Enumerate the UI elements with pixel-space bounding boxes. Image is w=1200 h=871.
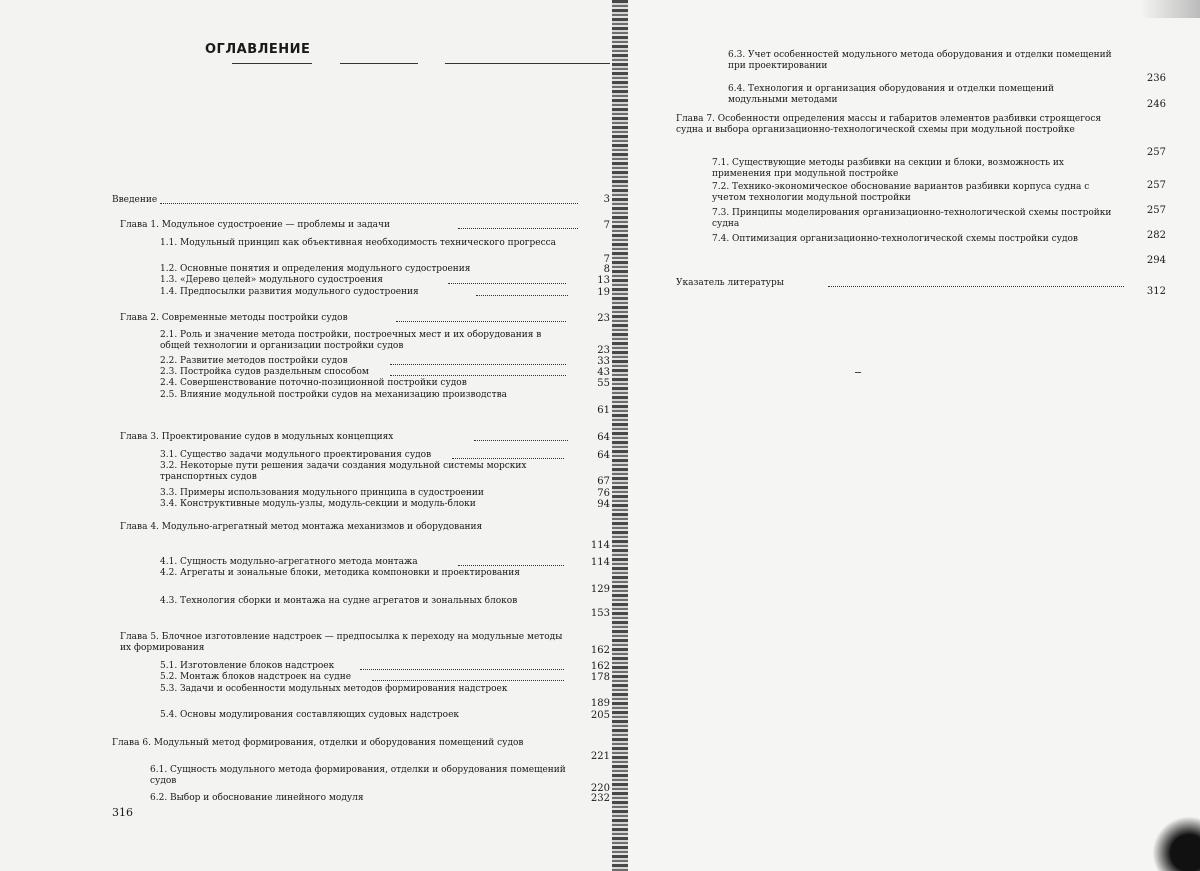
toc-entry-text: Глава 5. Блочное изготовление надстроек — предпосылка к переходу на модульные методы их формирования: [120, 632, 563, 653]
dot-leader: [390, 364, 566, 365]
toc-page-number: 205: [590, 710, 610, 721]
toc-entry-text: 5.1. Изготовление блоков надстроек: [160, 661, 335, 671]
toc-page-number: 221: [590, 751, 610, 762]
page-title: ОГЛАВЛЕНИЕ: [205, 42, 311, 57]
toc-entry-text: 5.3. Задачи и особенности модульных методов формирования надстроек: [160, 684, 508, 694]
toc-page-number: 114: [590, 557, 610, 568]
toc-entry-text: 5.2. Монтаж блоков надстроек на судне: [160, 672, 352, 682]
toc-entry-text: 2.3. Постройка судов раздельным способом: [160, 367, 369, 377]
toc-page-number: 114: [590, 540, 610, 551]
toc-entry-text: 4.1. Сущность модульно-агрегатного метода монтажа: [160, 557, 418, 567]
toc-entry-text: 5.4. Основы модулирования составляющих судовых надстроек: [160, 710, 460, 720]
toc-entry-text: 6.3. Учет особенностей модульного метода оборудования и отделки помещений при проектировании: [728, 50, 1112, 71]
toc-entry-text: Введение: [112, 195, 158, 205]
dot-leader: [396, 321, 566, 322]
toc-page-number: 19: [597, 287, 610, 298]
toc-page-number: 220: [590, 783, 610, 794]
toc-page-number: 257: [1146, 180, 1166, 191]
toc-page-number: 246: [1146, 99, 1166, 110]
toc-page-number: 43: [597, 367, 610, 378]
toc-page-number: 129: [590, 584, 610, 595]
toc-page-number: 312: [1146, 286, 1166, 297]
toc-page-number: 13: [597, 275, 610, 286]
toc-entry-text: 7.4. Оптимизация организационно-технологической схемы постройки судов: [712, 234, 1078, 244]
scan-edge: [1140, 0, 1200, 18]
dot-leader: [458, 228, 578, 229]
toc-entry-text: 6.2. Выбор и обоснование линейного модуля: [150, 793, 364, 803]
toc-page-number: 153: [590, 608, 610, 619]
dot-leader: [828, 286, 1124, 287]
toc-entry-text: 4.2. Агрегаты и зональные блоки, методика компоновки и проектирования: [160, 568, 520, 578]
toc-entry-text: 1.3. «Дерево целей» модульного судостроения: [160, 275, 383, 285]
toc-page-number: 55: [597, 378, 610, 389]
dot-leader: [372, 680, 564, 681]
toc-page-number: 64: [597, 432, 610, 443]
toc-entry-text: 7.2. Технико-экономическое обоснование вариантов разбивки корпуса судна с учетом технологии модульной постройки: [712, 182, 1090, 203]
toc-entry-text: 3.3. Примеры использования модульного принципа в судостроении: [160, 488, 484, 498]
dot-leader: [390, 375, 566, 376]
toc-entry-text: 4.3. Технология сборки и монтажа на судне агрегатов и зональных блоков: [160, 596, 518, 606]
toc-entry-text: 6.1. Сущность модульного метода формирования, отделки и оборудования помещений судов: [150, 765, 566, 786]
toc-page-number: 23: [597, 345, 610, 356]
heading-rule: [340, 63, 418, 64]
toc-entry-text: 3.4. Конструктивные модуль-узлы, модуль-секции и модуль-блоки: [160, 499, 476, 509]
toc-entry-text: Указатель литературы: [676, 278, 784, 288]
toc-entry-text: 2.5. Влияние модульной постройки судов на механизацию производства: [160, 390, 508, 400]
toc-page-number: 282: [1146, 230, 1166, 241]
toc-entry-text: Глава 7. Особенности определения массы и габаритов элементов разбивки строящегося судна и выбора организационно-технологической схемы при модульной постройке: [676, 114, 1102, 135]
toc-page-number: 162: [590, 645, 610, 656]
toc-page-number: 3: [603, 194, 610, 205]
toc-entry-text: 1.1. Модульный принцип как объективная необходимость технического прогресса: [160, 238, 557, 248]
toc-page-number: 162: [590, 661, 610, 672]
toc-page-number: 33: [597, 356, 610, 367]
toc-page-number: 61: [597, 405, 610, 416]
toc-page-number: 67: [597, 476, 610, 487]
dot-leader: [160, 203, 578, 204]
page-number: 316: [112, 806, 133, 819]
toc-page-number: 7: [603, 220, 610, 231]
dot-leader: [476, 295, 568, 296]
scan-mark: [855, 372, 861, 373]
toc-page-number: 178: [590, 672, 610, 683]
toc-entry-text: 7.1. Существующие методы разбивки на секции и блоки, возможность их применения при модульной постройке: [712, 158, 1064, 179]
toc-entry-text: 2.4. Совершенствование поточно-позиционной постройки судов: [160, 378, 467, 388]
toc-entry-text: Глава 1. Модульное судостроение — проблемы и задачи: [120, 220, 390, 230]
right-page: [628, 0, 1200, 871]
dot-leader: [448, 283, 566, 284]
toc-entry-text: Глава 4. Модульно-агрегатный метод монтажа механизмов и оборудования: [120, 522, 483, 532]
toc-page-number: 189: [590, 698, 610, 709]
toc-entry-text: 2.2. Развитие методов постройки судов: [160, 356, 348, 366]
toc-page-number: 94: [597, 499, 610, 510]
toc-page-number: 257: [1146, 205, 1166, 216]
toc-entry-text: 3.1. Существо задачи модульного проектирования судов: [160, 450, 432, 460]
dot-leader: [452, 458, 564, 459]
toc-entry-text: 7.3. Принципы моделирования организационно-технологической схемы постройки судна: [712, 208, 1112, 229]
toc-page-number: 7: [603, 254, 610, 265]
dot-leader: [458, 565, 564, 566]
toc-page-number: 236: [1146, 73, 1166, 84]
toc-page-number: 76: [597, 488, 610, 499]
toc-page-number: 294: [1146, 255, 1166, 266]
toc-entry-text: 1.4. Предпосылки развития модульного судостроения: [160, 287, 419, 297]
toc-entry-text: Глава 3. Проектирование судов в модульных концепциях: [120, 432, 394, 442]
toc-entry-text: Глава 2. Современные методы постройки судов: [120, 313, 348, 323]
heading-rule: [445, 63, 610, 64]
toc-page-number: 257: [1146, 147, 1166, 158]
toc-page-number: 23: [597, 313, 610, 324]
heading-rule: [232, 63, 312, 64]
dot-leader: [474, 440, 568, 441]
toc-page-number: 64: [597, 450, 610, 461]
scan-artifact: [1145, 811, 1200, 871]
toc-entry-text: 6.4. Технология и организация оборудования и отделки помещений модульными методами: [728, 84, 1054, 105]
toc-page-number: 232: [590, 793, 610, 804]
toc-entry-text: Глава 6. Модульный метод формирования, отделки и оборудования помещений судов: [112, 738, 524, 748]
toc-page-number: 8: [603, 264, 610, 275]
dot-leader: [360, 669, 564, 670]
toc-entry-text: 3.2. Некоторые пути решения задачи создания модульной системы морских транспортных судов: [160, 461, 527, 482]
toc-entry-text: 2.1. Роль и значение метода постройки, построечных мест и их оборудования в общей технологии и организации постройки судов: [160, 330, 542, 351]
toc-entry-text: 1.2. Основные понятия и определения модульного судостроения: [160, 264, 471, 274]
